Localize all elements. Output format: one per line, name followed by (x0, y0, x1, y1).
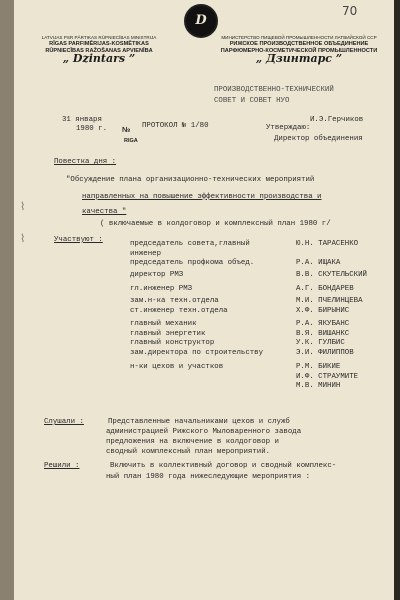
letterhead-russian (209, 34, 389, 65)
participant-name: М.И. ПЧЕЛИНЦЕВА (296, 297, 363, 305)
participant-role: н-ки цехов и участков (130, 363, 224, 371)
participant-name: Х.Ф. БИРЫНИС (296, 307, 350, 315)
agenda-line1: "Обсуждение плана организационно-технических мероприятий (66, 176, 315, 184)
margin-handwriting-2: ⌇ (20, 232, 26, 245)
participants-label: Участвуют : (54, 236, 103, 244)
page-number: 70 (342, 4, 358, 18)
letterhead-russian-brand: „ Дзинтарс ” (255, 52, 343, 65)
participant-role: ст.инженер техн.отдела (130, 307, 228, 315)
decided-line2: ный план 1980 года нижеследующие мероприятия : (106, 473, 311, 481)
participant-name: М.В. МИНИН (296, 382, 341, 390)
letterhead-latvian (34, 34, 164, 65)
participant-name: А.Г. БОНДАРЕВ (296, 285, 354, 293)
participant-role: гл.инженер РМЗ (130, 285, 193, 293)
decided-label: Решили : (44, 462, 80, 470)
participant-name: Э.И. ФИЛИППОВ (296, 349, 354, 357)
participant-name: Р.А. ИЩАКА (296, 259, 341, 267)
letterhead-latvian-line3: RŪPNIECĪBAS RAŽOŠANAS APVIENĪBA (45, 48, 153, 54)
participant-name: Р.М. БИКИЕ (296, 363, 341, 371)
margin-handwriting-1: ⌇ (20, 200, 26, 213)
letterhead-russian-line3: ПАРФЮМЕРНО-КОСМЕТИЧЕСКОЙ ПРОМЫШЛЕННОСТИ (220, 48, 378, 54)
letterhead-latvian-brand: „ Dzintars ” (62, 52, 136, 65)
participant-name: Р.А. ЯКУБАНС (296, 320, 350, 328)
document-page (14, 0, 394, 600)
agenda-note: ( включаемые в колдоговор и комплексный план 1980 г/ (100, 220, 331, 228)
participant-role: главный конструктор (130, 339, 215, 347)
heard-line3: предложения на включение в колдоговор и (106, 438, 279, 446)
approver-title: Директор объединения (274, 135, 363, 143)
participant-name: В.В. СКУТЕЛЬСКИЙ (296, 271, 367, 279)
binding-edge (0, 0, 14, 600)
agenda-line3: качества " (82, 208, 127, 216)
number-label: № (122, 125, 131, 134)
council-title-line1: ПРОИЗВОДСТВЕННО-ТЕХНИЧЕСКИЙ (214, 86, 334, 94)
heard-line1: Представленные начальниками цехов и служб (108, 418, 290, 426)
participant-role: председатель профкома объед. (130, 259, 255, 267)
heard-line4: сводный комплексный план мероприятий. (106, 448, 271, 456)
logo-mark: D (195, 13, 207, 28)
decided-line1: Включить в коллективный договор и сводный комплекс- (110, 462, 337, 470)
protocol-number: ПРОТОКОЛ № 1/80 (142, 122, 209, 130)
participant-role: зам.н-ка техн.отдела (130, 297, 219, 305)
participant-role: главный энергетик (130, 330, 206, 338)
participant-name: У.К. ГУЛБИС (296, 339, 345, 347)
agenda-line2: направленных на повышение эффективности производства и (82, 193, 322, 201)
letterhead-latvian-line1: LATVIJAS PSR PĀRTIKAS RŪPNIECĪBAS MINISTRIJA (41, 35, 157, 40)
date-day: 31 января (62, 116, 102, 124)
place-riga: RIGA (124, 138, 138, 144)
participant-role: главный механик (130, 320, 197, 328)
letterhead-russian-line1: МИНИСТЕРСТВО ПИЩЕВОЙ ПРОМЫШЛЕННОСТИ ЛАТВИЙСКОЙ ССР (221, 35, 377, 40)
letterhead-russian-line2: РИЖСКОЕ ПРОИЗВОДСТВЕННОЕ ОБЪЕДИНЕНИЕ (229, 41, 369, 47)
date-year: 1980 г. (76, 125, 108, 133)
participant-name: Ю.Н. ТАРАСЕНКО (296, 240, 359, 248)
dzintars-logo (184, 4, 218, 38)
participant-name: В.Я. ВИШАНКС (296, 330, 350, 338)
participant-role: инженер (130, 250, 162, 258)
approve-label: Утверждаю: (266, 124, 311, 132)
agenda-label: Повестка дня : (54, 158, 117, 166)
participant-name: И.Ф. СТРАУМИТЕ (296, 373, 359, 381)
heard-label: Слушали : (44, 418, 84, 426)
approver-name: И.Э.Герчиков (310, 116, 364, 124)
letterhead-latvian-line2: RĪGAS PARFIMĒRIJAS-KOSMĒTIKAS (49, 41, 149, 47)
participant-role: зам.директора по строительству (130, 349, 264, 357)
heard-line2: администрацией Рижского Мыловаренного завода (106, 428, 302, 436)
council-title-line2: СОВЕТ И СОВЕТ НУО (214, 97, 290, 105)
participant-role: председатель совета,главный (130, 240, 250, 248)
participant-role: директор РМЗ (130, 271, 184, 279)
